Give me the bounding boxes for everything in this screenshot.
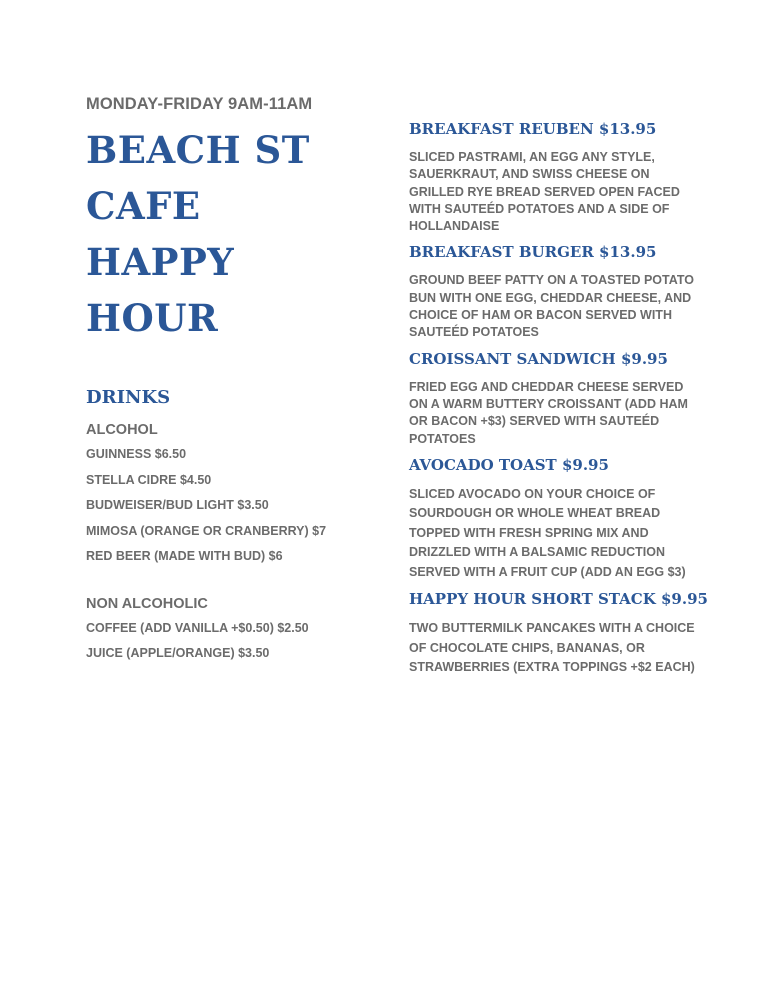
menu-item-title: HAPPY HOUR SHORT STACK $9.95 <box>409 590 708 609</box>
menu-item-description: SLICED AVOCADO ON YOUR CHOICE OF SOURDOUGH OR WHOLE WHEAT BREAD TOPPED WITH FRESH SPRING MIX AND DRIZZLED WITH A BALSAMIC REDUCTION SERVED WITH A FRUIT CUP (ADD AN EGG $3) <box>409 486 686 579</box>
menu-item-avocado-toast <box>409 454 709 583</box>
menu-item-description: TWO BUTTERMILK PANCAKES WITH A CHOICE OF CHOCOLATE CHIPS, BANANAS, OR STRAWBERRIES (EXTRA TOPPINGS +$2 EACH) <box>409 621 695 675</box>
menu-item-breakfast-burger <box>409 241 709 341</box>
non-alcoholic-list <box>86 616 386 667</box>
menu-item-title: BREAKFAST REUBEN $13.95 <box>409 120 657 138</box>
title-line-4: HOUR <box>86 296 219 340</box>
menu-item-title: AVOCADO TOAST $9.95 <box>409 455 609 474</box>
menu-item-description: SLICED PASTRAMI, AN EGG ANY STYLE, SAUERKRAUT, AND SWISS CHEESE ON GRILLED RYE BREAD SERVED OPEN FACED WITH SAUTEÉD POTATOES AND A SIDE OF HOLLANDAISE <box>409 150 680 234</box>
title-line-2: CAFE <box>86 184 201 228</box>
title-line-1: BEACH ST <box>86 128 310 172</box>
menu-item-description: GROUND BEEF PATTY ON A TOASTED POTATO BUN WITH ONE EGG, CHEDDAR CHEESE, AND CHOICE OF HAM OR BACON SERVED WITH SAUTEÉD POTATOES <box>409 273 694 340</box>
drink-item-red-beer: RED BEER (MADE WITH BUD) $6 <box>86 549 283 563</box>
menu-item-description: FRIED EGG AND CHEDDAR CHEESE SERVED ON A WARM BUTTERY CROISSANT (ADD HAM OR BACON +$3) SERVED WITH SAUTEÉD POTATOES <box>409 379 688 446</box>
drinks-heading: DRINKS <box>86 387 171 408</box>
drink-item-coffee: COFFEE (ADD VANILLA +$0.50) $2.50 <box>86 620 309 635</box>
alcohol-list <box>86 442 386 570</box>
page-title <box>86 122 386 346</box>
drink-item-mimosa: MIMOSA (ORANGE OR CRANBERRY) $7 <box>86 523 327 538</box>
hours-text: MONDAY-FRIDAY 9AM-11AM <box>86 95 313 113</box>
title-line-3: HAPPY <box>86 240 235 284</box>
drink-item-budweiser: BUDWEISER/BUD LIGHT $3.50 <box>86 498 269 512</box>
menu-item-breakfast-reuben <box>409 118 709 235</box>
menu-item-croissant-sandwich <box>409 348 709 448</box>
drink-item-stella-cidre: STELLA CIDRE $4.50 <box>86 472 212 487</box>
drink-item-juice: JUICE (APPLE/ORANGE) $3.50 <box>86 646 270 660</box>
alcohol-heading: ALCOHOL <box>86 422 158 438</box>
non-alcoholic-heading: NON ALCOHOLIC <box>86 595 208 612</box>
menu-item-title: BREAKFAST BURGER $13.95 <box>409 243 657 262</box>
left-column <box>86 94 386 667</box>
right-column <box>409 118 709 678</box>
menu-item-short-stack <box>409 588 709 678</box>
drink-item-guinness: GUINNESS $6.50 <box>86 447 187 461</box>
menu-item-title: CROISSANT SANDWICH $9.95 <box>409 349 668 368</box>
